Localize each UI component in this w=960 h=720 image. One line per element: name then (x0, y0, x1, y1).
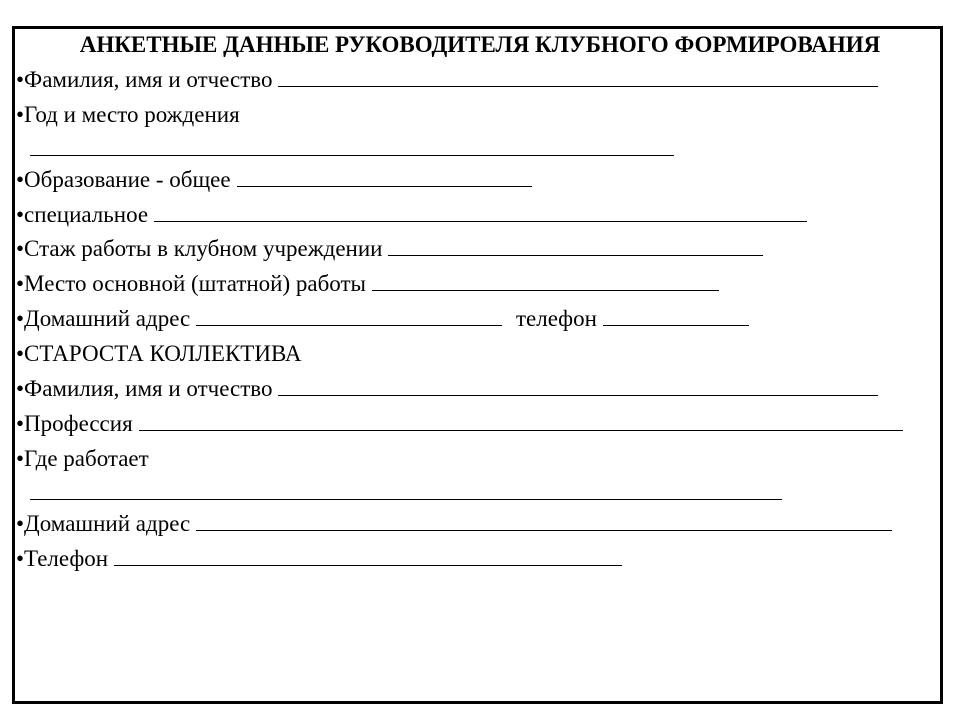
elder-workplace-label: •Где работает (16, 446, 149, 471)
leader-main-work-field[interactable] (372, 270, 719, 291)
leader-main-work-label: •Место основной (штатной) работы (16, 271, 367, 296)
section-heading: •СТАРОСТА КОЛЛЕКТИВА (16, 341, 302, 366)
leader-education-special-field[interactable] (154, 201, 807, 222)
leader-education-special-row (16, 201, 807, 229)
leader-phone-field[interactable] (603, 305, 749, 326)
leader-name-label: •Фамилия, имя и отчество (16, 67, 273, 92)
elder-address-field[interactable] (196, 510, 892, 531)
leader-address-label: •Домашний адрес (16, 306, 191, 331)
leader-address-field[interactable] (196, 305, 502, 326)
elder-name-row (16, 375, 878, 403)
leader-experience-label: •Стаж работы в клубном учреждении (16, 236, 383, 261)
elder-profession-field[interactable] (139, 410, 903, 431)
elder-name-field[interactable] (278, 375, 878, 396)
elder-profession-row (16, 410, 903, 438)
leader-education-special-label: •специальное (16, 202, 149, 227)
leader-education-general-row (16, 166, 532, 194)
elder-profession-label: •Профессия (16, 411, 133, 436)
leader-phone-label: телефон (515, 306, 597, 331)
elder-phone-row (16, 545, 622, 573)
leader-experience-row (16, 235, 763, 263)
leader-birth-field[interactable] (30, 135, 674, 156)
elder-phone-label: •Телефон (16, 546, 109, 571)
leader-birth-label: •Год и место рождения (16, 102, 240, 127)
elder-name-label: •Фамилия, имя и отчество (16, 376, 273, 401)
elder-address-label: •Домашний адрес (16, 511, 191, 536)
leader-birth-row-2 (30, 135, 674, 163)
leader-main-work-row (16, 270, 719, 298)
elder-workplace-field[interactable] (30, 479, 782, 500)
leader-name-row (16, 66, 878, 94)
leader-birth-row (16, 101, 240, 129)
elder-workplace-row-2 (30, 479, 782, 507)
leader-experience-field[interactable] (388, 235, 763, 256)
leader-address-row (16, 305, 749, 333)
elder-address-row (16, 510, 892, 538)
elder-workplace-row (16, 445, 149, 473)
leader-education-general-label: •Образование - общее (16, 167, 231, 192)
elder-phone-field[interactable] (114, 545, 622, 566)
leader-name-field[interactable] (278, 66, 878, 87)
leader-education-general-field[interactable] (237, 166, 532, 187)
form-title: АНКЕТНЫЕ ДАННЫЕ РУКОВОДИТЕЛЯ КЛУБНОГО ФОРМИРОВАНИЯ (79, 32, 881, 57)
